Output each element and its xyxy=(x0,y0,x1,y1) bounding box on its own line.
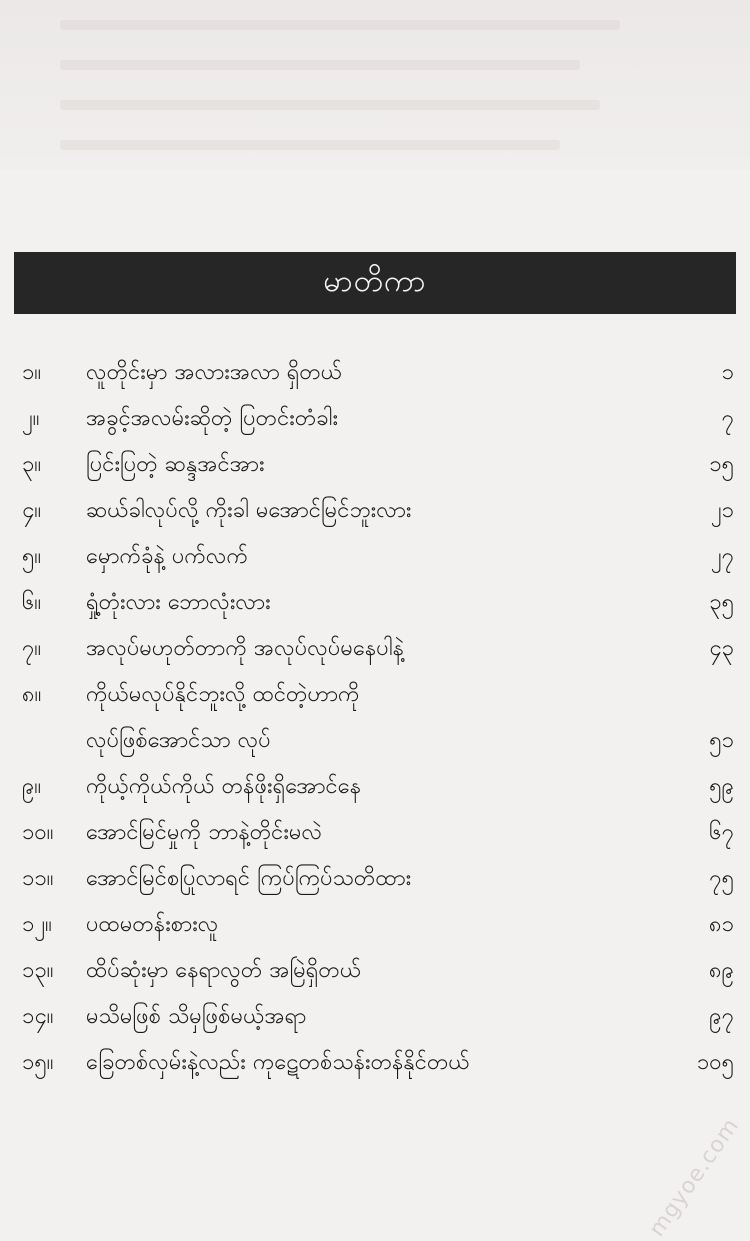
entry-number: ၁၃။ xyxy=(22,957,54,983)
toc-entry[interactable] xyxy=(0,1040,750,1086)
entry-page: ၆၇ xyxy=(709,819,734,845)
entry-page: ၃၅ xyxy=(709,589,734,615)
toc-entry[interactable] xyxy=(0,764,750,810)
bleed-line xyxy=(60,100,600,110)
entry-number: ၂။ xyxy=(22,405,40,431)
entry-title: အလုပ်မဟုတ်တာကို အလုပ်လုပ်မနေပါနဲ့ xyxy=(86,635,405,661)
entry-number: ၆။ xyxy=(22,589,42,615)
toc-entry[interactable] xyxy=(0,810,750,856)
toc-entry[interactable] xyxy=(0,488,750,534)
entry-page: ၅၉ xyxy=(709,773,734,799)
entry-number: ၁၄။ xyxy=(22,1003,54,1029)
entry-title-continued: လုပ်ဖြစ်အောင်သာ လုပ် xyxy=(86,727,271,753)
toc-entry[interactable] xyxy=(0,948,750,994)
page-title: မာတိကာ xyxy=(323,263,427,299)
bleed-line xyxy=(60,20,620,30)
entry-page: ၁ xyxy=(721,359,734,385)
entry-number: ၉။ xyxy=(22,773,42,799)
entry-page: ၅၁ xyxy=(709,727,734,753)
toc-entry[interactable] xyxy=(0,396,750,442)
toc-entry[interactable] xyxy=(0,626,750,672)
toc-entry-continued[interactable] xyxy=(0,718,750,764)
entry-title: ပြင်းပြတဲ့ ဆန္ဒအင်အား xyxy=(86,451,265,477)
toc-entry[interactable] xyxy=(0,580,750,626)
entry-page: ၄၃ xyxy=(709,635,734,661)
toc-entry[interactable] xyxy=(0,672,750,718)
entry-number: ၈။ xyxy=(22,681,42,707)
entry-page: ၂၇ xyxy=(710,543,734,569)
entry-title: ကိုယ်မလုပ်နိုင်ဘူးလို့ ထင်တဲ့ဟာကို xyxy=(86,681,360,707)
entry-page: ၁၅ xyxy=(709,451,734,477)
entry-title: မသိမဖြစ် သိမှဖြစ်မယ့်အရာ xyxy=(86,1003,307,1029)
entry-number: ၄။ xyxy=(22,497,42,523)
entry-number: ၇။ xyxy=(22,635,42,661)
entry-title: ကိုယ့်ကိုယ်ကိုယ် တန်ဖိုးရှိအောင်နေ xyxy=(86,773,362,799)
entry-title: အောင်မြင်မှုကို ဘာနဲ့တိုင်းမလဲ xyxy=(86,819,323,845)
entry-page: ၂၁ xyxy=(710,497,734,523)
entry-number: ၁။ xyxy=(22,359,42,385)
entry-page: ၇ xyxy=(721,405,734,431)
entry-number: ၁၅။ xyxy=(22,1049,54,1075)
entry-page: ၁၀၅ xyxy=(696,1049,734,1075)
entry-title: မှောက်ခုံနဲ့ ပက်လက် xyxy=(86,543,249,569)
entry-title: ထိပ်ဆုံးမှာ နေရာလွတ် အမြဲရှိတယ် xyxy=(86,957,362,983)
entry-number: ၃။ xyxy=(22,451,42,477)
entry-page: ၉၇ xyxy=(709,1003,734,1029)
entry-title: လူတိုင်းမှာ အလားအလာ ရှိတယ် xyxy=(86,359,343,385)
entry-title: ရှုံ့တုံးလား ဘောလုံးလား xyxy=(86,589,271,615)
bleed-line xyxy=(60,60,580,70)
entry-page: ၈၁ xyxy=(709,911,734,937)
entry-title: အောင်မြင်စပြုလာရင် ကြပ်ကြပ်သတိထား xyxy=(86,865,412,891)
table-of-contents xyxy=(0,350,750,1086)
previous-page-bleed xyxy=(0,0,750,170)
entry-number: ၅။ xyxy=(22,543,42,569)
toc-entry[interactable] xyxy=(0,534,750,580)
entry-number: ၁၂။ xyxy=(22,911,52,937)
entry-page: ၇၅ xyxy=(709,865,734,891)
entry-number: ၁၀။ xyxy=(22,819,54,845)
toc-entry[interactable] xyxy=(0,856,750,902)
toc-entry[interactable] xyxy=(0,350,750,396)
entry-title: ဆယ်ခါလုပ်လို့ ကိုးခါ မအောင်မြင်ဘူးလား xyxy=(86,497,412,523)
entry-page: ၈၉ xyxy=(709,957,734,983)
entry-title: ပထမတန်းစားလူ xyxy=(86,911,219,937)
contents-header xyxy=(14,252,736,314)
entry-number: ၁၁။ xyxy=(22,865,54,891)
entry-title: ခြေတစ်လှမ်းနဲ့လည်း ကုဋေတစ်သန်းတန်နိုင်တယ် xyxy=(86,1049,470,1075)
bleed-line xyxy=(60,140,560,150)
toc-entry[interactable] xyxy=(0,994,750,1040)
toc-entry[interactable] xyxy=(0,902,750,948)
entry-title: အခွင့်အလမ်းဆိုတဲ့ ပြတင်းတံခါး xyxy=(86,405,339,431)
toc-entry[interactable] xyxy=(0,442,750,488)
watermark: mgyoe.com xyxy=(644,1113,744,1241)
